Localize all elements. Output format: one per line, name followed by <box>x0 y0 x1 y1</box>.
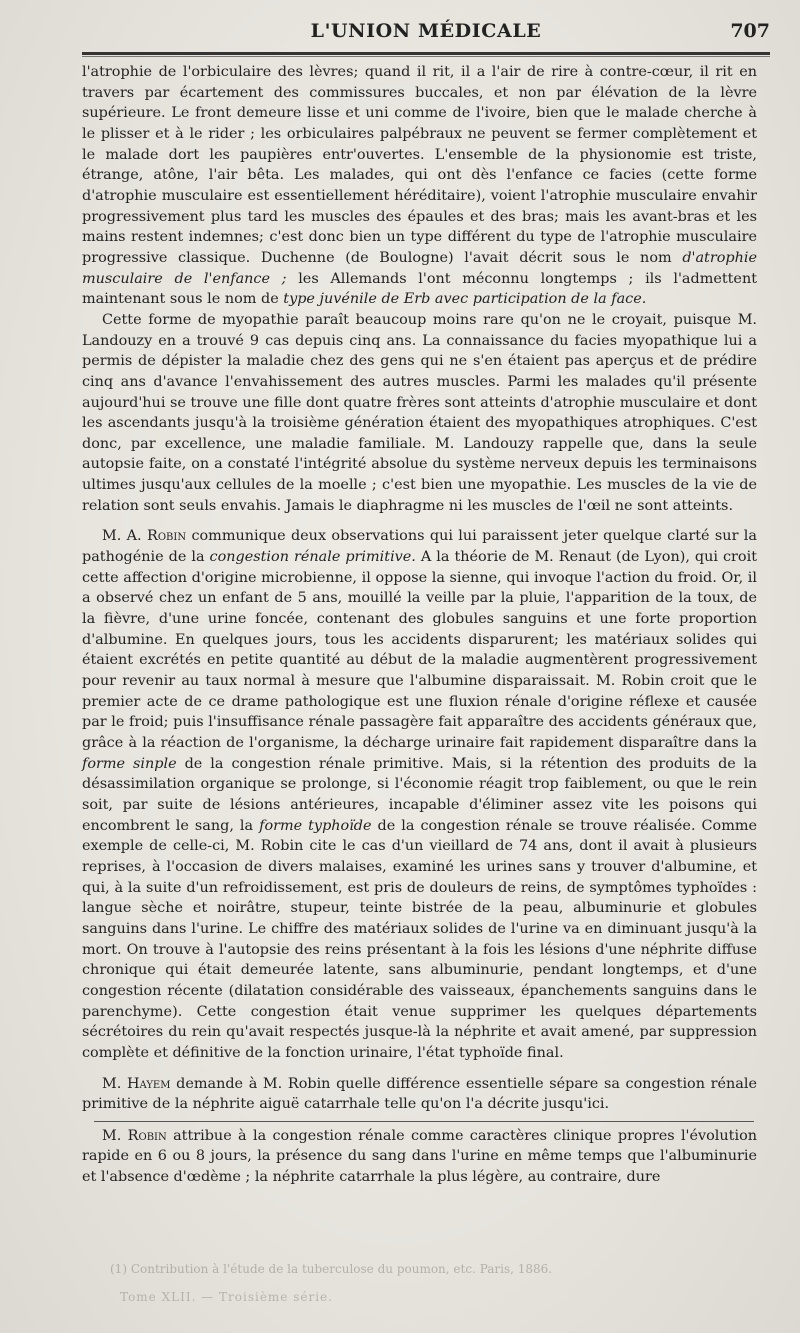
speaker-name: Robin <box>147 528 187 545</box>
paragraph-robin-reply <box>82 1126 757 1188</box>
text-run: attribue à la congestion rénale comme caractères clinique propres l'évolution rapide en 6 ou 8 jours, la présence du sang dans l'urine en même temps que l'albuminurie et l'absence d'œdème ; la néphrite catarrhale la plus légère, au contraire, dure <box>82 1127 757 1186</box>
italic-term: d'atrophie musculaire de l'enfance ; <box>82 249 757 287</box>
italic-term: forme typhoïde <box>259 817 372 834</box>
running-header <box>82 20 770 48</box>
section-gap <box>82 1064 757 1074</box>
paragraph-robin-communication <box>82 526 757 1063</box>
speaker-name: Robin <box>127 1127 167 1144</box>
text-run: demande à M. Robin quelle différence essentielle sépare sa congestion rénale primitive de la néphrite aiguë catarrhale telle qu'on l'a décrite jusqu'ici. <box>82 1075 757 1113</box>
text-run: les Allemands l'ont méconnu longtemps ; ils l'admettent maintenant sous le nom de <box>82 270 757 308</box>
italic-term: forme sinple <box>82 755 177 772</box>
speaker-lead: M. <box>102 1075 127 1092</box>
speaker-name: Hayem <box>126 1075 171 1092</box>
text-run: l'atrophie de l'orbiculaire des lèvres; quand il rit, il a l'air de rire à contre-cœur, il rit en travers par écartement des commissures buccales, et non par élévation de la lèvre supérieure. Le front demeure lisse et uni comme de l'ivoire, bien que le malade cherche à le plisser et à le rider ; les orbiculaires palpébraux ne peuvent se fermer complètement et le malade dort les paupières entr'ouvertes. L'ensemble de la physionomie est triste, étrange, atône, l'air bêta. Les malades, qui ont dès l'enfance ce facies (cette forme d'atrophie musculaire est essentiellement héréditaire), voient l'atrophie musculaire envahir progressivement plus tard les muscles des épaules et des bras; mais les avant-bras et les mains restent indemnes; c'est donc bien un type différent du type de l'atrophie musculaire progressive classique. Duchenne (de Boulogne) l'avait décrit sous le nom <box>82 64 757 266</box>
text-run: de la congestion rénale primitive. Mais, si la rétention des produits de la désassimilation organique se prolonge, si l'économie réagit trop faiblement, ou que le rein soit, par suite de lésions antérieures, incapable d'éliminer assez vite les poisons qui encombrent le sang, la <box>82 755 757 834</box>
paragraph-facies <box>82 62 757 310</box>
italic-term: congestion rénale primitive. <box>209 549 416 566</box>
article-body <box>82 62 757 1188</box>
section-gap <box>82 516 757 526</box>
text-run: A la théorie de M. Renaut (de Lyon), qui croit cette affection d'origine microbienne, il oppose la sienne, qui invoque l'action du froid. Or, il a observé chez un enfant de 5 ans, mouillé la veille par la pluie, l'apparition de la toux, de la fièvre, d'une urine foncée, contenant des globules sanguins et une forte proportion d'albumine. En quelques jours, tous les accidents disparurent; les matériaux solides qui étaient excrétés en petite quantité au début de la maladie augmentèrent progressivement pour revenir au taux normal à mesure que l'albumine disparaissait. M. Robin croit que le premier acte de ce drame pathologique est une fluxion rénale d'origine réflexe et causée par le froid; puis l'insuffisance rénale passagère fait apparaître des accidents généraux que, grâce à la réaction de l'organisme, la décharge urinaire fait rapidement disparaître dans la <box>82 549 757 751</box>
text-run: communique deux observations qui lui paraissent jeter quelque clarté sur la pathogénie de la <box>82 528 757 566</box>
paragraph-hayem-question <box>82 1074 757 1115</box>
journal-title: L'UNION MÉDICALE <box>310 20 542 42</box>
page-number: 707 <box>730 20 770 42</box>
italic-term: type juvénile de Erb avec participation de la face. <box>283 291 647 308</box>
speaker-lead: M. A. <box>102 528 147 545</box>
text-run: de la congestion rénale se trouve réalisée. Comme exemple de celle-ci, M. Robin cite le cas d'un vieillard de 74 ans, dont il avait à plusieurs reprises, à l'occasion de divers malaises, examiné les urines sans y trouver d'albumine, et qui, à la suite d'un refroidissement, est pris de douleurs de reins, de symptômes typhoïdes : langue sèche et noirâtre, stupeur, teinte bistrée de la peau, albuminurie et globules sanguins dans l'urine. Le chiffre des matériaux solides de l'urine va en diminuant jusqu'à la mort. On trouve à l'autopsie des reins présentant à la fois les lésions d'une néphrite diffuse chronique qui était demeurée latente, sans albuminurie, pendant longtemps, et d'une congestion récente (dilatation considérable des vaisseaux, épanchements sanguins dans le parenchyme). Cette congestion était venue supprimer les quelques départements sécrétoires du rein qu'avait respectés jusque-là la néphrite et avait amené, par suppression complète et définitive de la fonction urinaire, l'état typhoïde final. <box>82 817 757 1061</box>
speaker-lead: M. <box>102 1127 128 1144</box>
footnote: (1) Contribution à l'étude de la tuberculose du poumon, etc. Paris, 1886. <box>110 1262 553 1276</box>
paragraph-landouzy: Cette forme de myopathie paraît beaucoup moins rare qu'on ne le croyait, puisque M. Landouzy en a trouvé 9 cas depuis cinq ans. La connaissance du facies myopathique lui a permis de dépister la maladie chez des gens qui ne s'en étaient pas aperçus et de prédire cinq ans d'avance l'envahissement des autres muscles. Parmi les malades qu'il présente aujourd'hui se trouve une fille dont quatre frères sont atteints d'atrophie musculaire et dont les ascendants jusqu'à la troisième génération étaient des myopathiques atrophiques. C'est donc, par excellence, une maladie familiale. M. Landouzy rappelle que, dans la seule autopsie faite, on a constaté l'intégrité absolue du système nerveux depuis les terminaisons ultimes jusqu'aux cellules de la moelle ; c'est bien une myopathie. Les muscles de la vie de relation sont seuls envahis. Jamais le diaphragme ni les muscles de l'œil ne sont atteints. <box>82 311 757 514</box>
header-rule <box>82 52 770 55</box>
separator-rule <box>94 1121 754 1122</box>
page-footer: Tome XLII. — Troisième série. <box>120 1290 333 1304</box>
